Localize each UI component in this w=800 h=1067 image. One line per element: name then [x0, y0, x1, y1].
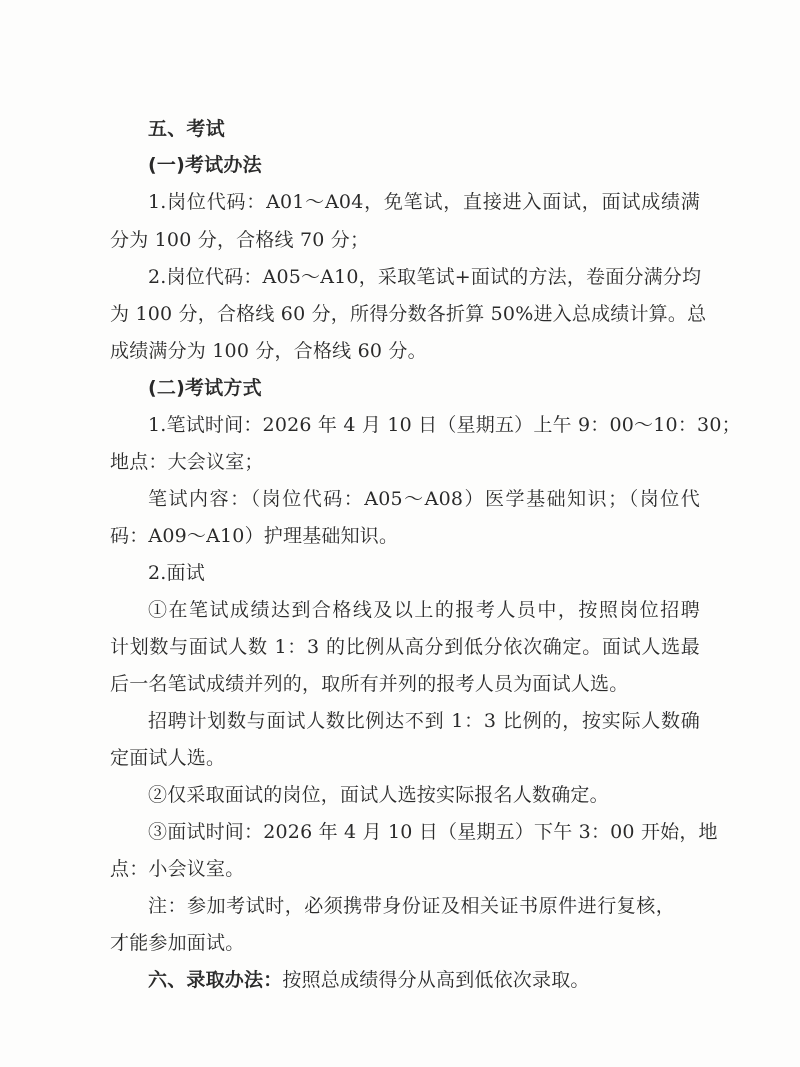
- paragraph-line: 后一名笔试成绩并列的，取所有并列的报考人员为面试人选。: [110, 673, 629, 695]
- paragraph-line: 为 100 分，合格线 60 分，所得分数各折算 50%进入总成绩计算。总: [110, 303, 707, 325]
- paragraph-line: 1.笔试时间：2026 年 4 月 10 日（星期五）上午 9：00～10：30；: [148, 414, 741, 436]
- paragraph-line: 1.岗位代码：A01～A04，免笔试，直接进入面试，面试成绩满: [148, 191, 700, 213]
- section-5-heading: 五、考试: [148, 118, 225, 140]
- subsection-exam-method-heading: (一)考试办法: [148, 154, 262, 176]
- paragraph-line: 2.岗位代码：A05～A10，采取笔试+面试的方法，卷面分满分均: [148, 266, 702, 288]
- paragraph-line: 定面试人选。: [110, 747, 226, 769]
- paragraph-line: 计划数与面试人数 1：3 的比例从高分到低分依次确定。面试人选最: [110, 636, 700, 658]
- section-6-text: 按照总成绩得分从高到低依次录取。: [282, 969, 590, 991]
- paragraph-line: 点：小会议室。: [110, 858, 245, 880]
- paragraph-line: 2.面试: [148, 562, 205, 584]
- paragraph-line: 码：A09～A10）护理基础知识。: [110, 525, 399, 547]
- paragraph-line: ①在笔试成绩达到合格线及以上的报考人员中，按照岗位招聘: [148, 599, 700, 621]
- note-line: 才能参加面试。: [110, 932, 245, 954]
- paragraph-line: 成绩满分为 100 分，合格线 60 分。: [110, 340, 427, 362]
- subsection-exam-format-heading: (二)考试方式: [148, 377, 262, 399]
- section-6-heading: 六、录取办法：: [148, 969, 283, 991]
- paragraph-line: 地点：大会议室；: [110, 451, 264, 473]
- paragraph-line: 招聘计划数与面试人数比例达不到 1：3 比例的，按实际人数确: [148, 710, 700, 732]
- paragraph-line: ②仅采取面试的岗位，面试人选按实际报名人数确定。: [148, 784, 609, 806]
- note-line: 注：参加考试时，必须携带身份证及相关证书原件进行复核，: [148, 895, 675, 917]
- paragraph-line: 笔试内容：（岗位代码：A05～A08）医学基础知识；（岗位代: [148, 488, 700, 510]
- section-6-paragraph: [148, 968, 738, 992]
- paragraph-line: ③面试时间：2026 年 4 月 10 日（星期五）下午 3：00 开始，地: [148, 821, 718, 843]
- paragraph-line: 分为 100 分，合格线 70 分；: [110, 229, 370, 251]
